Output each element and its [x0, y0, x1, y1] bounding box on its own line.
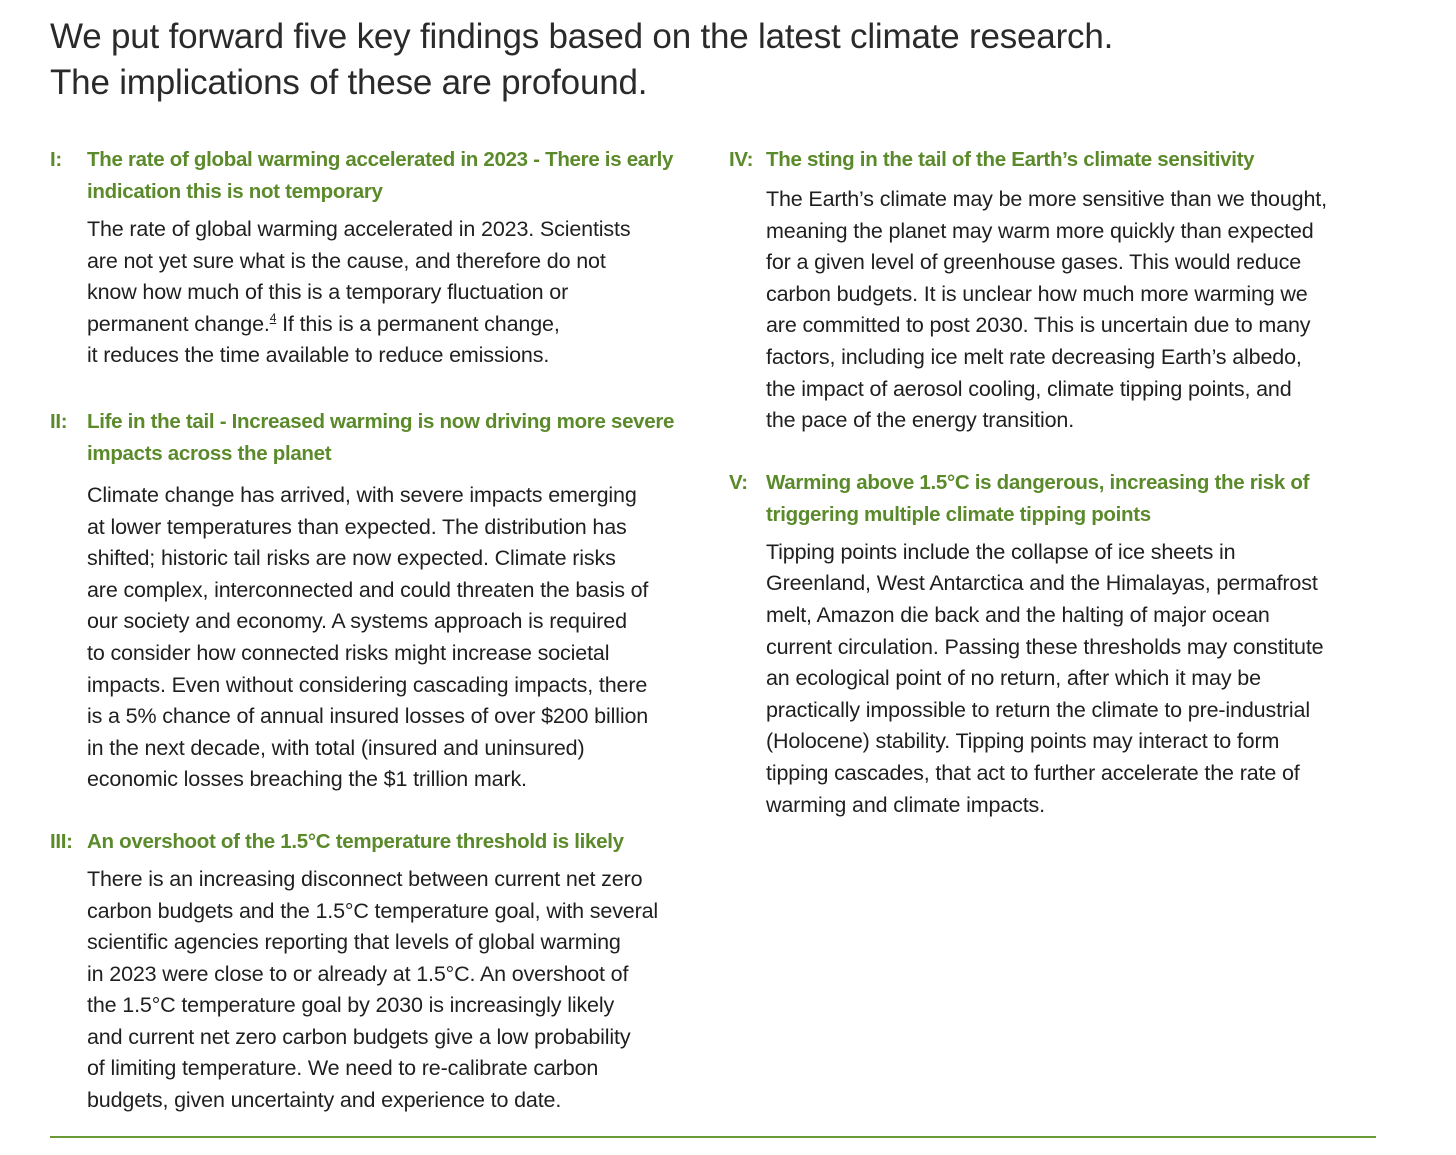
finding-1	[50, 144, 710, 372]
finding-2-heading	[50, 406, 710, 470]
finding-4-line: are committed to post 2030. This is uncertain due to many	[766, 313, 1311, 338]
finding-3-line: carbon budgets and the 1.5°C temperature goal, with several	[87, 898, 659, 923]
finding-5-line: warming and climate impacts.	[766, 792, 1045, 817]
finding-3-line: the 1.5°C temperature goal by 2030 is increasingly likely	[87, 993, 615, 1018]
finding-3	[50, 826, 710, 1117]
finding-4-line: for a given level of greenhouse gases. This would reduce	[766, 250, 1302, 275]
finding-3-heading	[50, 826, 710, 858]
finding-3-line: There is an increasing disconnect between current net zero	[87, 866, 643, 891]
finding-1-line: If this is a permanent change,	[282, 311, 560, 336]
finding-4-line: carbon budgets. It is unclear how much more warming we	[766, 281, 1308, 306]
finding-5-line: an ecological point of no return, after which it may be	[766, 666, 1261, 691]
finding-3-line: budgets, given uncertainty and experience to date.	[87, 1088, 562, 1113]
finding-4-line: meaning the planet may warm more quickly than expected	[766, 218, 1314, 243]
finding-5-body	[766, 537, 1389, 821]
footnote-link[interactable]: 4	[269, 310, 277, 325]
finding-4-heading	[729, 144, 1389, 176]
finding-3-line: in 2023 were close to or already at 1.5°C. An overshoot of	[87, 961, 629, 986]
finding-1-line: are not yet sure what is the cause, and therefore do not	[87, 248, 606, 273]
finding-3-title: An overshoot of the 1.5°C temperature threshold is likely	[87, 829, 624, 853]
finding-4-numeral: IV:	[729, 148, 754, 171]
finding-2-line: in the next decade, with total (insured and uninsured)	[87, 735, 585, 760]
finding-5-line: Greenland, West Antarctica and the Himalayas, permafrost	[766, 571, 1318, 596]
finding-3-line: scientific agencies reporting that levels of global warming	[87, 930, 621, 955]
finding-5-title: Warming above 1.5°C is dangerous, increasing the risk of triggering multiple climate tipping points	[766, 470, 1310, 526]
finding-1-numeral: I:	[50, 148, 62, 171]
finding-5-line: tipping cascades, that act to further accelerate the rate of	[766, 760, 1300, 785]
finding-5-numeral: V:	[729, 470, 748, 494]
finding-2-line: Climate change has arrived, with severe impacts emerging	[87, 482, 637, 507]
finding-1-line: know how much of this is a temporary fluctuation or	[87, 280, 569, 305]
finding-2-line: impacts. Even without considering cascading impacts, there	[87, 672, 648, 697]
finding-5-line: (Holocene) stability. Tipping points may interact to form	[766, 729, 1280, 754]
finding-2-line: at lower temperatures than expected. The distribution has	[87, 514, 627, 539]
finding-1-title: The rate of global warming accelerated in 2023 - There is early indication this is not temporary	[87, 148, 674, 203]
finding-2-title: Life in the tail - Increased warming is now driving more severe impacts across the planet	[87, 409, 675, 465]
page-intro	[50, 14, 1370, 106]
finding-1-heading	[50, 144, 710, 208]
finding-2-numeral: II:	[50, 409, 68, 433]
finding-4-title: The sting in the tail of the Earth’s climate sensitivity	[766, 148, 1255, 171]
finding-1-line: The rate of global warming accelerated in 2023. Scientists	[87, 217, 631, 241]
finding-2	[50, 406, 710, 796]
finding-3-numeral: III:	[50, 829, 73, 853]
finding-2-line: shifted; historic tail risks are now expected. Climate risks	[87, 546, 616, 571]
finding-3-line: and current net zero carbon budgets give a low probability	[87, 1024, 631, 1049]
finding-1-line: permanent change.	[87, 311, 270, 336]
finding-5-line: Tipping points include the collapse of ice sheets in	[766, 539, 1236, 564]
finding-1-body	[87, 214, 710, 372]
finding-1-line: it reduces the time available to reduce emissions.	[87, 343, 550, 368]
finding-5-line: practically impossible to return the climate to pre-industrial	[766, 697, 1310, 722]
finding-2-line: is a 5% chance of annual insured losses of over $200 billion	[87, 704, 649, 729]
finding-3-line: of limiting temperature. We need to re-calibrate carbon	[87, 1056, 599, 1081]
finding-5-line: melt, Amazon die back and the halting of major ocean	[766, 602, 1270, 627]
finding-4-line: the pace of the energy transition.	[766, 408, 1075, 433]
findings-right-column	[729, 144, 1389, 821]
finding-2-line: economic losses breaching the $1 trillion mark.	[87, 767, 527, 792]
finding-5-line: current circulation. Passing these thresholds may constitute	[766, 634, 1324, 659]
finding-4	[729, 144, 1389, 437]
finding-4-line: the impact of aerosol cooling, climate tipping points, and	[766, 376, 1292, 401]
finding-2-line: are complex, interconnected and could threaten the basis of	[87, 577, 649, 602]
finding-4-line: factors, including ice melt rate decreasing Earth’s albedo,	[766, 344, 1302, 369]
finding-2-body	[87, 480, 710, 796]
finding-5-heading	[729, 467, 1389, 531]
finding-2-line: to consider how connected risks might increase societal	[87, 640, 610, 665]
finding-1-line-with-footnote	[87, 309, 710, 341]
finding-2-line: our society and economy. A systems approach is required	[87, 609, 627, 634]
finding-3-body	[87, 864, 710, 1117]
intro-line-1: We put forward five key findings based on the latest climate research.	[50, 17, 1114, 56]
findings-left-column	[50, 144, 710, 1117]
finding-5	[729, 467, 1389, 821]
intro-line-2: The implications of these are profound.	[50, 63, 648, 102]
finding-4-line: The Earth’s climate may be more sensitive than we thought,	[766, 187, 1327, 211]
bottom-divider	[50, 1136, 1376, 1138]
finding-4-body	[766, 184, 1389, 437]
